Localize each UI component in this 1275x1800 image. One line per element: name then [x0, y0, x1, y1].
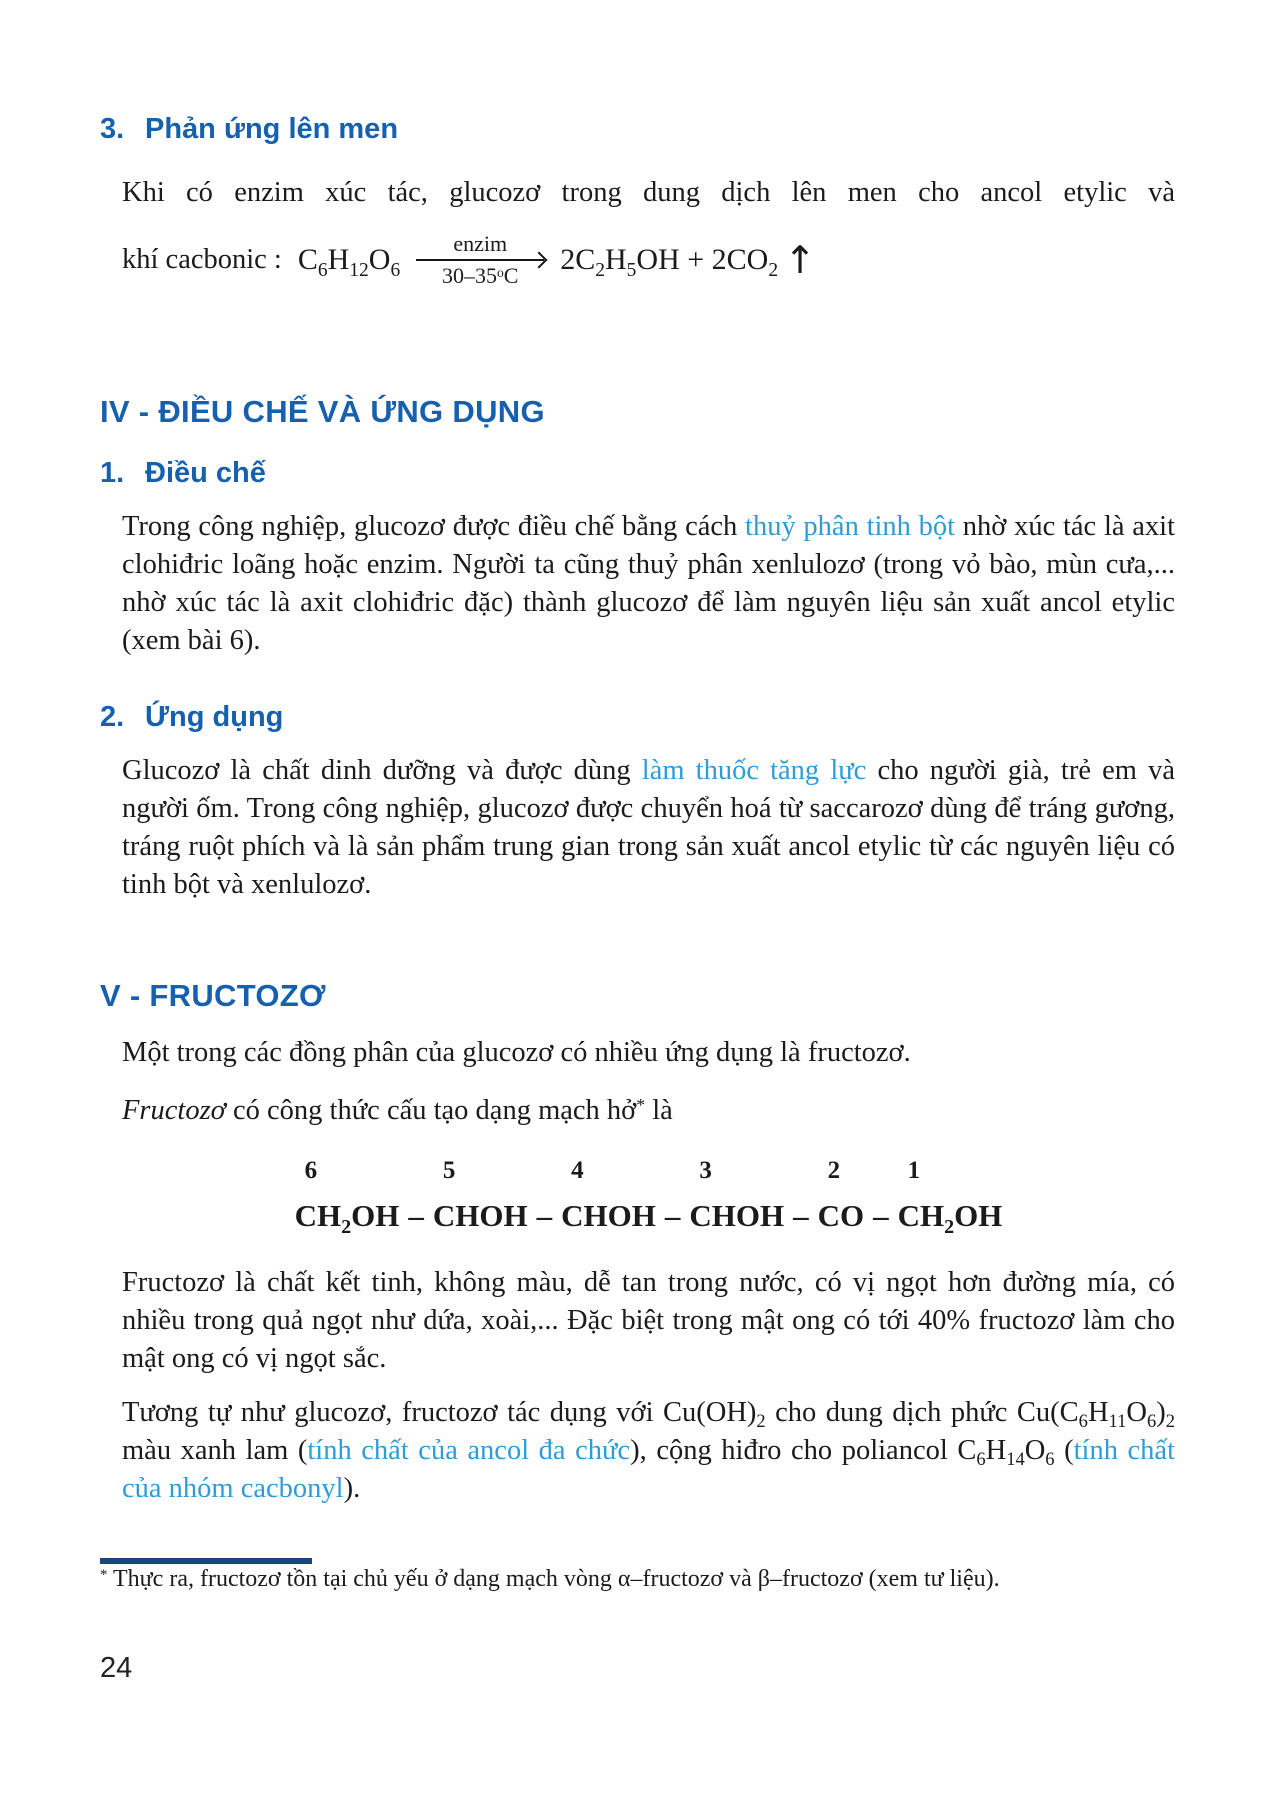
text-run: ), cộng hiđro cho poliancol C [630, 1435, 977, 1466]
fructose-structure-intro [122, 1092, 1175, 1130]
carbon-group [818, 1158, 865, 1236]
fermentation-intro-text: Khi có enzim xúc tác, glucozơ trong dung dịch lên men cho ancol etylic và [122, 177, 1175, 208]
text-run: O [1126, 1397, 1147, 1428]
catalyst-label: enzim [453, 231, 508, 256]
text-run: Tương tự như glucozơ, fructozơ tác dụng với Cu(OH) [122, 1397, 757, 1428]
carbon-group [561, 1158, 656, 1236]
heading-section-4-1-number: 1. [100, 457, 125, 489]
text-run: có công thức cấu tạo dạng mạch hở [225, 1095, 637, 1126]
text-run: H [327, 243, 350, 276]
text-run: OH [954, 1198, 1003, 1233]
carbon-number: 6 [304, 1157, 318, 1184]
text-run: OH [351, 1198, 400, 1233]
superscript: o [496, 264, 504, 280]
bond-dash: – [408, 1198, 424, 1233]
carbon-number: 5 [442, 1157, 456, 1184]
subscript: 2 [756, 1411, 766, 1433]
text-run: 30–35 [441, 263, 497, 288]
text-run: Trong công nghiệp, glucozơ được điều chế bằng cách [122, 511, 746, 542]
text-run: CHOH [689, 1198, 785, 1233]
superscript: * [636, 1095, 646, 1116]
subscript: 6 [1146, 1411, 1157, 1433]
reference-link-text: thuỷ phân tinh bột [745, 511, 956, 542]
text-run: O [1024, 1435, 1046, 1466]
gas-up-arrow-icon: ↑ [784, 238, 816, 282]
footnote-text [100, 1564, 1175, 1594]
reference-link-text: làm thuốc tăng lực [641, 755, 867, 786]
text-run: C [297, 243, 318, 276]
equation-prefix-text: khí cacbonic : [122, 244, 282, 275]
text-run: CHOH [561, 1198, 656, 1233]
text-run: CH [294, 1198, 342, 1233]
fructose-intro-paragraph: Một trong các đồng phân của glucozơ có nhiều ứng dụng là fructozơ. [122, 1037, 911, 1068]
carbon-group [689, 1158, 784, 1236]
text-run: C [503, 263, 519, 288]
group-formula [898, 1196, 1003, 1236]
ung-dung-paragraph [122, 752, 1175, 904]
text-run: CO [817, 1198, 865, 1233]
text-run: O [368, 243, 391, 276]
carbon-group [433, 1158, 528, 1236]
text-run: CHOH [432, 1198, 528, 1233]
heading-section-4-2 [100, 698, 1175, 736]
text-run: H [604, 243, 627, 276]
group-formula [433, 1196, 528, 1236]
bond-dash: – [793, 1198, 809, 1233]
heading-section-4: IV - ĐIỀU CHẾ VÀ ỨNG DỤNG [100, 394, 545, 429]
text-run: nhờ xúc tác là axit clohiđric loãng hoặc enzim. Người ta cũng thuỷ phân xenlulozơ (trong vỏ bào, mùn cưa,... nhờ xúc tác là axit clohiđric đặc) thành glucozơ để làm nguyên liệu sản xuất ancol etylic (xem bài 6). [122, 511, 1175, 656]
heading-section-4-1 [100, 454, 1175, 492]
text-run: cho người già, trẻ em và người ốm. Trong công nghiệp, glucozơ được chuyển hoá từ saccarozơ dùng để tráng gương, tráng ruột phích và là sản phẩm trung gian trong sản xuất ancol etylic từ các nguyên liệu có tinh bột và xenlulozơ. [122, 755, 1175, 900]
subscript: 14 [1006, 1449, 1025, 1471]
page-number: 24 [100, 1652, 133, 1684]
heading-section-3 [100, 110, 1175, 148]
carbon-number: 1 [907, 1157, 921, 1184]
heading-section-4-1-label: Điều chế [145, 457, 266, 489]
subscript: 5 [626, 259, 637, 281]
products-formula [560, 243, 779, 281]
temperature-label [442, 264, 519, 288]
fructose-chain-formula [122, 1158, 1175, 1236]
group-formula [561, 1196, 656, 1236]
carbon-group [898, 1158, 1003, 1236]
italic-text: Fructozơ [122, 1095, 226, 1126]
fructose-properties-paragraph: Fructozơ là chất kết tinh, không màu, dễ tan trong nước, có vị ngọt hơn đường mía, có nhiều trong quả ngọt như dứa, xoài,... Đặc biệt trong mật ong có tới 40% fructozơ làm cho mật ong có vị ngọt sắc. [122, 1267, 1175, 1374]
text-run: H [985, 1435, 1007, 1466]
text-run: ( [1054, 1435, 1074, 1466]
group-formula [689, 1196, 784, 1236]
group-formula [818, 1196, 865, 1236]
bond-dash: – [536, 1198, 553, 1233]
subscript: 2 [595, 259, 605, 281]
subscript: 6 [1045, 1449, 1055, 1471]
subscript: 2 [1165, 1411, 1175, 1433]
text-run: 2C [560, 243, 596, 276]
superscript: * [100, 1567, 108, 1584]
subscript: 6 [976, 1449, 986, 1471]
subscript: 6 [317, 259, 328, 281]
subscript: 12 [349, 259, 369, 281]
subscript: 2 [341, 1215, 352, 1238]
dieu-che-paragraph [122, 508, 1175, 660]
reaction-arrow [416, 232, 544, 288]
carbon-number: 3 [699, 1157, 712, 1184]
carbon-number: 4 [571, 1157, 584, 1184]
carbon-group [295, 1158, 400, 1236]
bond-dash: – [664, 1198, 681, 1233]
text-run: là [645, 1095, 673, 1126]
reference-link-text: tính chất của nhóm cacbonyl [122, 1435, 1175, 1504]
text-run: OH + 2CO [636, 243, 769, 276]
carbon-number: 2 [827, 1157, 841, 1184]
subscript: 11 [1108, 1411, 1127, 1433]
text-run: H [1087, 1397, 1109, 1428]
subscript: 6 [1078, 1411, 1088, 1433]
heading-section-4-2-label: Ứng dụng [145, 701, 284, 733]
subscript: 2 [768, 259, 779, 281]
bond-dash: – [873, 1198, 889, 1233]
text-run: ) [1156, 1397, 1166, 1428]
fructose-reactions-paragraph [122, 1394, 1175, 1508]
heading-section-5: V - FRUCTOZƠ [100, 978, 326, 1013]
text-run: màu xanh lam ( [122, 1435, 308, 1466]
text-run: ). [343, 1473, 361, 1504]
fermentation-equation [122, 224, 1175, 296]
text-run: Thực ra, fructozơ tồn tại chủ yếu ở dạng mạch vòng α–fructozơ và β–fructozơ (xem tư liệu). [107, 1566, 1000, 1592]
text-run: cho dung dịch phức Cu(C [765, 1397, 1079, 1428]
subscript: 2 [944, 1215, 955, 1238]
text-run: Glucozơ là chất dinh dưỡng và được dùng [122, 755, 642, 786]
subscript: 6 [390, 259, 401, 281]
glucose-formula [297, 243, 401, 281]
heading-section-4-2-number: 2. [100, 701, 125, 733]
right-arrow-icon [416, 259, 544, 261]
heading-section-3-label: Phản ứng lên men [145, 113, 399, 145]
text-run: CH [897, 1198, 945, 1233]
reference-link-text: tính chất của ancol đa chức [307, 1435, 631, 1466]
heading-section-3-number: 3. [100, 113, 125, 145]
group-formula [295, 1196, 400, 1236]
